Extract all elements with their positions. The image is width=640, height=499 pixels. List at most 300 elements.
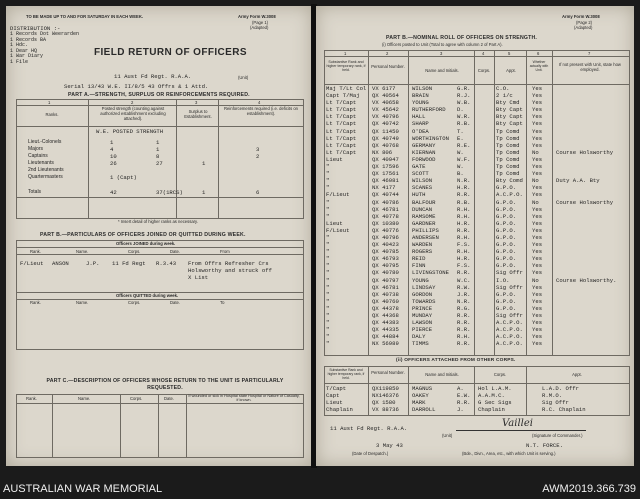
roll-initials: W. — [457, 163, 464, 171]
surplus-cell: 1 — [202, 188, 206, 196]
attached-appt: L.A.D. Offr — [542, 385, 579, 392]
roll-initials: F.S. — [457, 241, 471, 249]
roll-corps: 2 i/c — [496, 92, 513, 100]
attached-appt: Sig Offr — [542, 399, 569, 407]
roll-corps: Sig Offr — [496, 283, 523, 291]
roll-rank: " — [326, 283, 330, 291]
roll-with-unit: Yes — [532, 170, 543, 178]
roll-name: RUTHERFORD — [412, 106, 446, 114]
roll-corps: G.P.O. — [496, 241, 517, 249]
roll-name: TIMMS — [412, 340, 429, 348]
we-cell: 1 (Capt) — [110, 174, 137, 182]
roll-with-unit: Yes — [532, 326, 543, 334]
roll-rank: Lt T/Capt — [326, 113, 357, 121]
roll-with-unit: Yes — [532, 127, 543, 135]
roll-rank: " — [326, 304, 330, 312]
attached-rows — [316, 385, 634, 413]
distribution-heading: DISTRIBUTION :- — [10, 25, 61, 32]
roll-rank: " — [326, 319, 330, 327]
roll-row — [316, 241, 634, 248]
surplus-cell: 1 — [202, 160, 206, 168]
roll-rank: F/Lieut — [326, 191, 350, 199]
roll-number: QX 44368 — [372, 312, 399, 319]
roll-initials: H.R. — [457, 184, 471, 192]
roll-corps: G.P.O. — [496, 304, 517, 312]
roll-with-unit: Yes — [532, 113, 543, 121]
roll-with-unit: No — [532, 148, 539, 156]
roll-rank: Lt T/Capt — [326, 120, 357, 128]
archive-footer — [0, 479, 640, 499]
roll-initials: W.C. — [457, 276, 471, 284]
roll-initials: T. — [457, 127, 464, 135]
roll-number: QX 46781 — [372, 205, 399, 213]
roll-initials: B. — [457, 170, 464, 178]
roll-with-unit: Yes — [532, 106, 543, 114]
roll-row — [316, 333, 634, 340]
force-label: (Bde., Divn., Area, etc., with which Unit is serving.) — [462, 451, 556, 456]
roll-number: QX 40780 — [372, 269, 399, 277]
roll-row — [316, 298, 634, 305]
attached-corps: A.A.M.C. — [478, 392, 505, 400]
roll-row — [316, 163, 634, 170]
roll-rank: Capt T/Maj — [326, 92, 360, 100]
roll-with-unit: Yes — [532, 248, 543, 256]
roll-number: QX 40797 — [372, 276, 399, 284]
roll-rank: " — [326, 212, 330, 220]
roll-initials: W.R. — [457, 113, 471, 121]
commander-signature: Vaillei — [502, 418, 533, 429]
distribution-list — [10, 32, 79, 66]
roll-number: QX 40778 — [372, 212, 399, 220]
unit-line-label: (Unit) — [442, 433, 453, 438]
roll-with-unit: Yes — [532, 233, 543, 241]
roll-corps: A.C.P.O. — [496, 333, 523, 341]
roll-name: PRINCE — [412, 304, 433, 312]
signature-line — [456, 430, 586, 431]
part-a-row — [6, 160, 312, 167]
reinf-cell: 3 — [256, 146, 260, 154]
part-c-heading: PART C.—DESCRIPTION OF OFFICERS WHOSE RETURN TO THE UNIT IS PARTICULARLY REQUESTED. — [46, 378, 284, 391]
unit-line: 11 Aust Fd Regt. R.A.A. — [330, 425, 408, 432]
roll-row — [316, 319, 634, 326]
roll-name: GORDON — [412, 290, 433, 298]
roll-row — [316, 85, 634, 92]
roll-name: BRAIN — [412, 92, 429, 100]
attached-name: MAGNUS — [412, 385, 433, 392]
roll-with-unit: Yes — [532, 312, 543, 319]
roll-rank: " — [326, 233, 330, 241]
detail-note: * Insert detail of higher ranks as necessary. — [118, 219, 198, 224]
roll-rank: Lt T/Capt — [326, 141, 357, 149]
roll-initials: D. — [457, 106, 464, 114]
roll-name: FINN — [412, 262, 426, 270]
roll-rank: " — [326, 276, 330, 284]
roll-initials: H.R. — [457, 255, 471, 263]
roll-row — [316, 262, 634, 269]
roll-name: TOWARDS — [412, 297, 436, 305]
roll-name: YOUNG — [412, 276, 429, 284]
attached-row — [316, 392, 634, 399]
attached-corps: Chaplain — [478, 406, 505, 414]
roll-corps: C.O. — [496, 85, 510, 92]
roll-with-unit: Yes — [532, 219, 543, 227]
roll-with-unit: Yes — [532, 290, 543, 298]
roll-row — [316, 234, 634, 241]
roll-name: FORWOOD — [412, 155, 436, 163]
roll-name: ANDERSEN — [412, 233, 439, 241]
roll-row — [316, 92, 634, 99]
roll-row — [316, 284, 634, 291]
roll-name: LAWSON — [412, 319, 433, 327]
roll-with-unit: Yes — [532, 99, 543, 107]
roll-corps: I.O. — [496, 276, 510, 284]
we-cell: 42 — [110, 188, 117, 196]
roll-name: SCOTT — [412, 170, 429, 178]
reinf-cell: 6 — [256, 188, 260, 196]
part-a-row — [6, 189, 312, 196]
rank-cell: Lieutenants — [28, 160, 54, 167]
attached-corps: Hol L.A.M. — [478, 385, 512, 392]
rank-cell: Lieut.-Colonels — [28, 139, 62, 145]
roll-rank: Lt T/Capt — [326, 134, 357, 142]
despatch-date: 3 May 43 — [376, 442, 403, 449]
roll-row — [316, 220, 634, 227]
top-note: TO BE MADE UP TO AND FOR SATURDAY IN EACH WEEK. — [26, 14, 144, 19]
roll-name: PIERCE — [412, 326, 433, 334]
rank-cell: Quartermasters — [28, 174, 63, 181]
roll-rank: " — [326, 262, 330, 270]
roll-corps: G.P.O. — [496, 233, 517, 241]
roll-row — [316, 227, 634, 234]
roll-with-unit: Yes — [532, 340, 543, 348]
roll-name: SHARP — [412, 120, 429, 128]
roll-name: SCANES — [412, 184, 433, 192]
part-a-heading: PART A.—STRENGTH, SURPLUS OR REINFORCEMENTS REQUIRED. — [68, 92, 250, 98]
roll-row — [316, 277, 634, 284]
roll-row — [316, 206, 634, 213]
roll-with-unit: Yes — [532, 155, 543, 163]
roll-with-unit: Yes — [532, 134, 543, 142]
roll-rank: Lieut — [326, 155, 343, 163]
roll-number: QX 10380 — [372, 219, 399, 227]
roll-name: DUNCAN — [412, 205, 433, 213]
roll-number: QX 40785 — [372, 248, 399, 256]
roll-corps: G.P.O. — [496, 297, 517, 305]
roll-name: LINDSAY — [412, 283, 436, 291]
despatch-date-label: (Date of Despatch.) — [352, 451, 389, 456]
roll-initials: R.W. — [457, 283, 471, 291]
roll-rank: " — [326, 326, 330, 334]
roll-with-unit: Yes — [532, 304, 543, 312]
attached-rank: Capt — [326, 392, 340, 400]
we-cell: 26 — [110, 160, 117, 168]
roll-initials: J.R. — [457, 290, 471, 298]
part-a-row — [6, 139, 312, 146]
col-ranks-header: Ranks. — [45, 112, 59, 117]
roll-corps: A.C.P.O. — [496, 326, 523, 334]
attached-row — [316, 399, 634, 406]
roll-corps: G.P.O. — [496, 248, 517, 256]
roll-name: KIERNAN — [412, 148, 436, 156]
roll-initials: R.R. — [457, 226, 471, 234]
signature-label: (Signature of Commander.) — [532, 433, 583, 438]
joined-corps: 11 Fd Regt — [112, 260, 146, 267]
roll-rank: " — [326, 297, 330, 305]
roll-name: HALL — [412, 113, 426, 121]
attached-number: VX 88736 — [372, 406, 399, 414]
roll-with-unit: Yes — [532, 92, 543, 100]
roll-name: GATE — [412, 163, 426, 171]
part-a-rows — [6, 139, 312, 196]
roll-name: BALFOUR — [412, 198, 436, 206]
roll-number: QX 44884 — [372, 333, 399, 341]
roll-number: QX 11450 — [372, 127, 399, 135]
we-cell: 10 — [110, 153, 117, 161]
roll-corps: Bty Capt — [496, 106, 523, 114]
roll-number: QX 40760 — [372, 297, 399, 305]
serial-line: Serial 13/43 W.E. II/8/5 43 Offrs & 1 Attd. — [64, 83, 209, 90]
roll-rank: " — [326, 205, 330, 213]
form-title: FIELD RETURN OF OFFICERS — [94, 47, 247, 58]
roll-rank: Lt T/Capt — [326, 127, 357, 135]
roll-corps: G.P.O. — [496, 219, 517, 227]
posted-cell: 8 — [156, 153, 160, 161]
attached-row — [316, 406, 634, 413]
attached-initials: E.W. — [457, 392, 471, 400]
roll-row — [316, 213, 634, 220]
roll-initials: R.H. — [457, 233, 471, 241]
roll-row — [316, 191, 634, 198]
attached-appt: R.M.O. — [542, 392, 563, 400]
roll-initials: N.R. — [457, 177, 471, 185]
attached-number: NX146376 — [372, 392, 399, 400]
posted-cell: 27 — [156, 160, 163, 168]
attached-name: DARROLL — [412, 406, 436, 414]
roll-rank: " — [326, 290, 330, 298]
roll-with-unit: No — [532, 276, 539, 284]
roll-rank: " — [326, 269, 330, 277]
attached-row — [316, 385, 634, 392]
roll-corps: Tp Comd — [496, 155, 520, 163]
part-a-row — [6, 167, 312, 174]
roll-corps: G.P.O. — [496, 198, 517, 206]
roll-name: ROGERS — [412, 248, 433, 256]
roll-number: VX 40796 — [372, 113, 399, 121]
roll-initials: R.J. — [457, 92, 471, 100]
roll-row — [316, 305, 634, 312]
army-form-label-2: Army Form W.3008 — [562, 14, 600, 19]
roll-number: QX 40742 — [372, 120, 399, 128]
roll-corps: A.C.P.O. — [496, 191, 523, 199]
roll-with-unit: Yes — [532, 226, 543, 234]
roll-employment: Course Holsworthy — [556, 148, 614, 156]
roll-employment: Duty A.A. Bty — [556, 177, 600, 185]
quitted-heading: Officers QUITTED during week. — [116, 293, 179, 298]
roll-rank: " — [326, 333, 330, 341]
rank-cell: Totals — [28, 188, 42, 195]
rank-cell: Majors — [28, 146, 44, 153]
roll-row — [316, 177, 634, 184]
we-cell: 1 — [110, 139, 114, 146]
part-a-row — [6, 182, 312, 189]
roll-rank: " — [326, 177, 330, 185]
roll-name: GERMANY — [412, 141, 436, 149]
roll-row — [316, 99, 634, 106]
attached-appt: R.C. Chaplain — [542, 406, 586, 414]
roll-with-unit: Yes — [532, 319, 543, 327]
roll-with-unit: No — [532, 198, 539, 206]
attached-heading: (ii) OFFICERS ATTACHED FROM OTHER CORPS. — [396, 358, 516, 363]
roll-number: QX 17561 — [372, 170, 399, 178]
roll-corps: Tp Comd — [496, 163, 520, 171]
roll-number: QX 17596 — [372, 163, 399, 171]
roll-corps: Bty Capt — [496, 113, 523, 121]
roll-name: YOUNG — [412, 99, 429, 107]
roll-name: O'DEA — [412, 127, 429, 135]
roll-row — [316, 199, 634, 206]
roll-initials: R.H. — [457, 248, 471, 256]
attached-number: QX 1580 — [372, 399, 396, 407]
roll-initials: G.R. — [457, 85, 471, 92]
roll-number: QX 40796 — [372, 233, 399, 241]
force-name: N.T. FORCE. — [526, 442, 563, 449]
roll-initials: W. — [457, 148, 464, 156]
roll-number: VX 40658 — [372, 99, 399, 107]
distribution-item: 1 Dear HQ — [10, 47, 38, 54]
attached-rank: Lieut — [326, 399, 343, 407]
roll-corps: Tp Comd — [496, 141, 520, 149]
roll-number: QX 44335 — [372, 326, 399, 334]
roll-with-unit: Yes — [532, 120, 543, 128]
distribution-item: 1 Records Dot Weerarden — [10, 31, 80, 37]
roll-corps: A.C.P.O. — [496, 340, 523, 348]
roll-row — [316, 291, 634, 298]
roll-initials: R.E. — [457, 141, 471, 149]
attached-rank: T/Capt — [326, 385, 347, 392]
roll-number: VX 6177 — [372, 85, 396, 92]
joined-heading: Officers JOINED during week. — [116, 241, 176, 246]
attached-number: QX119850 — [372, 385, 399, 392]
joined-rank: F/Lieut — [20, 260, 44, 267]
roll-with-unit: Yes — [532, 333, 543, 341]
roll-corps: G.P.O. — [496, 205, 517, 213]
roll-row — [316, 149, 634, 156]
roll-initials: R.B. — [457, 120, 471, 128]
roll-rank: Lt T/Capt — [326, 148, 357, 156]
roll-row — [316, 156, 634, 163]
roll-corps: Tp Comd — [496, 148, 520, 156]
roll-corps: Bty Comd — [496, 177, 523, 185]
roll-number: QX 46781 — [372, 283, 399, 291]
unit-name: 11 Aust Fd Regt. R.A.A. — [114, 73, 192, 80]
roll-rank: Lieut — [326, 219, 343, 227]
roll-initials: R.R. — [457, 312, 471, 319]
roll-corps: Tp Comd — [496, 127, 520, 135]
roll-corps: Tp Comd — [496, 134, 520, 142]
roll-initials: R.R. — [457, 340, 471, 348]
roll-corps: Sig Offr — [496, 312, 523, 319]
roll-initials: W.F. — [457, 155, 471, 163]
roll-row — [316, 184, 634, 191]
col-posted-header: Posted strength (counting against authorized establishment excluding attached). — [100, 106, 166, 121]
rank-cell: Captains — [28, 153, 48, 160]
part-a-row — [6, 146, 312, 153]
joined-name: ANSON — [52, 260, 69, 267]
roll-rank: Maj T/Lt Col — [326, 85, 367, 92]
distribution-item: 1 Hdc. — [10, 42, 29, 49]
posted-strength-typed: W.E. POSTED STRENGTH — [96, 128, 164, 135]
roll-row — [316, 135, 634, 142]
roll-initials: F.S. — [457, 262, 471, 270]
roll-name: WARDEN — [412, 241, 433, 249]
roll-name: HUTH — [412, 191, 426, 199]
roll-with-unit: Yes — [532, 163, 543, 171]
roll-initials: R.H. — [457, 212, 471, 220]
roll-corps: G.P.O. — [496, 184, 517, 192]
roll-number: NX 806 — [372, 148, 393, 156]
roll-name: LIVINGSTONE — [412, 269, 449, 277]
roll-row — [316, 326, 634, 333]
posted-cell: 37(1RCS) — [156, 188, 183, 196]
roll-with-unit: Yes — [532, 141, 543, 149]
roll-rank: F/Lieut — [326, 226, 350, 234]
roll-with-unit: Yes — [532, 205, 543, 213]
posted-cell: 1 — [156, 146, 160, 154]
roll-initials: R.R. — [457, 319, 471, 327]
roll-employment: Course Holsworthy — [556, 198, 614, 206]
roll-initials: E. — [457, 134, 464, 142]
col-reinf-header: Reinforcements required (i.e. deficits on establishment). — [223, 106, 298, 116]
roll-rank: Lt T/Capt — [326, 99, 357, 107]
attached-name: MARK — [412, 399, 426, 407]
roll-name: DALY — [412, 333, 426, 341]
roll-with-unit: Yes — [532, 269, 543, 277]
roll-initials: R.R. — [457, 269, 471, 277]
roll-name: WILSON — [412, 177, 433, 185]
roll-number: QX 46081 — [372, 177, 399, 185]
roll-name: WORTHINGTON — [412, 134, 449, 142]
roll-rank: " — [326, 184, 330, 192]
roll-row — [316, 269, 634, 276]
attached-initials: R.R. — [457, 399, 471, 407]
roll-rank: " — [326, 312, 330, 319]
roll-with-unit: Yes — [532, 262, 543, 270]
attached-corps: G Sec Sigs — [478, 399, 512, 407]
distribution-item: 1 File — [10, 58, 29, 65]
attached-rank: Chaplain — [326, 406, 353, 414]
roll-with-unit: Yes — [532, 297, 543, 305]
roll-number: QX 40738 — [372, 290, 399, 298]
adapted-label: (Adapted) — [250, 25, 269, 30]
roll-with-unit: No — [532, 177, 539, 185]
archive-id: AWM2019.366.739 — [542, 483, 636, 495]
roll-rank: " — [326, 340, 330, 348]
roll-rank: Lt T/Capt — [326, 106, 357, 114]
roll-corps: G.P.O. — [496, 226, 517, 234]
page-2: Army Form W.3008 (Page 2) (Adapted) PART B.—NOMINAL ROLL OF OFFICERS ON STRENGTH. (i) Officers posted to Unit (Total to agree with column 2 of Part A). 1 2 3 4 5 6 7 Substantive Rank and higher temporary rank, if held. Personal Number. Name and Initials. Corps. Appt. Whether actually with Unit. If not present with Unit, state how employed. Maj T/Lt Col VX 6177 WILSON G.R. C.O. Yes Capt T/Maj QX 40564 BRAIN R.J. 2 i/c Yes Lt T/Capt VX 40658 YOUNG W.B. Bty Cmd Yes Lt T/Capt VX 45642 RUTHERFORD D. Bty Capt Yes Lt T/Capt VX 40796 HALL W.R. Bty Capt Yes Lt T/Capt QX 40742 SHARP R.B. Bty Capt Yes Lt T/Capt QX 11450 O'DEA T. Tp Comd Yes Lt T/Capt QX 40749 WORTHINGTON E. Tp Comd Yes Lt T/Capt QX 40768 GERMANY R.E. Tp Comd Yes Lt T/Capt NX 806 KIERNAN W. Tp Comd No Course Holsworthy Lieut QX 40947 FORWOOD W.F. Tp Comd Yes " QX 17596 GATE W. Tp Comd Yes " QX 17561 SCOTT B. Tp Comd Yes " QX 46081 WILSON N.R. Bty Comd No Duty A.A. Bty " NX 4177 SCANES H.R. G.P.O. Yes F/Lieut QX 40744 HUTH R.R. A.C.P.O. Yes " QX 40786 BALFOUR R.B. G.P.O. No Course Holsworthy " QX 46781 DUNCAN R.H. G.P.O. Yes " QX 40778 RAMSOME R.H. G.P.O. Yes Lieut QX 10380 GARDNER H.R. G.P.O. Yes F/Lieut QX 40776 PHILLIPS R.R. G.P.O. Yes " QX 40796 ANDERSEN R.H. G.P.O. Yes " QX 40423 WARDEN F.S. G.P.O. Yes " QX 40785 ROGERS R.H. G.P.O. Yes " QX 46793 REID H.R. G.P.O. Yes " QX 40795 FINN F.S. G.P.O. Yes " QX 40780 LIVINGSTONE R.R. Sig Offr Yes " QX 40797 YOUNG W.C. I.O. No Course Holsworthy. " QX 46781 LINDSAY R.W. Sig Offr Yes " QX 40738 GORDON J.R. G.P.O. Yes " QX 40760 TOWARDS N.R. G.P.O. Yes " QX 44378 PRINCE R.G. G.P.O. Yes " QX 44368 MUNDAY R.R. Sig Offr Yes " QX 44383 LAWSON R.R. A.C.P.O. Yes " QX 44335 PIERCE R.R. A.C.P.O. Yes " QX 44884 DALY R.H. A.C.P.O. Yes " NX 56989 TIMMS R.R. A.C.P.O. Yes (ii) OFFICERS ATTACHED FROM OTHER CORPS. Substantive Rank and higher temporary rank, if held. Personal Number. Name and Initials. Corps. Appt. T/Capt QX119850 MAGNUS A. Hol L.A.M. L.A.D. Offr Capt NX146376 OAKEY E.W. A.A.M.C. R.M.O. Lieut QX 1580 MARK R.R. G Sec Sigs Sig Offr Chaplain VX 88736 DARROLL J. Chaplain R.C. Chaplain 11 Aust Fd Regt. R.A.A. (Unit) Vaillei (Signature of Commander.) 3 May 43 (Date of Despatch.) N.T. FORCE. (Bde., Divn., Area, etc., with which Unit is serving.) — [316, 6, 634, 466]
roll-initials: R.R. — [457, 191, 471, 199]
roll-number: QX 40749 — [372, 134, 399, 142]
roll-with-unit: Yes — [532, 191, 543, 199]
roll-initials: R.G. — [457, 304, 471, 312]
reinf-cell: 2 — [256, 153, 260, 161]
roll-number: VX 45642 — [372, 106, 399, 114]
roll-number: QX 40786 — [372, 198, 399, 206]
roll-initials: N.R. — [457, 297, 471, 305]
nominal-roll-rows — [316, 85, 634, 347]
roll-row — [316, 106, 634, 113]
nominal-roll-heading: PART B.—NOMINAL ROLL OF OFFICERS ON STRENGTH. — [386, 35, 538, 41]
